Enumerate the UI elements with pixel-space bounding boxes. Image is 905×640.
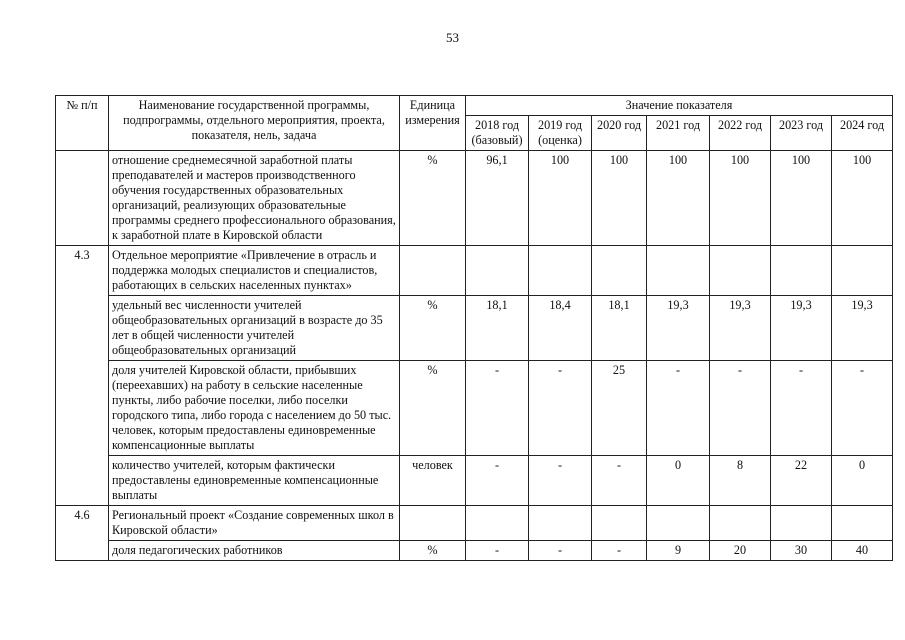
row-value: 30 — [771, 541, 832, 561]
header-year: 2023 год — [771, 116, 832, 151]
row-value: - — [647, 361, 710, 456]
row-name: количество учителей, которым фактически предоставлены единовременные компенсационные выплаты — [109, 456, 400, 506]
row-value: 25 — [592, 361, 647, 456]
row-value: 0 — [647, 456, 710, 506]
row-value: - — [592, 456, 647, 506]
row-value: 22 — [771, 456, 832, 506]
row-value: 100 — [771, 151, 832, 246]
row-value: - — [466, 361, 529, 456]
row-value: 19,3 — [647, 296, 710, 361]
row-name: Региональный проект «Создание современных школ в Кировской области» — [109, 506, 400, 541]
row-unit: % — [400, 541, 466, 561]
row-value: 0 — [832, 456, 893, 506]
header-values-group: Значение показателя — [466, 96, 893, 116]
row-value: 19,3 — [771, 296, 832, 361]
table-row — [56, 296, 893, 361]
row-value — [466, 506, 529, 541]
header-name: Наименование государственной программы, подпрограммы, отдельного мероприятия, проекта, показателя, нель, задача — [109, 96, 400, 151]
table-row — [56, 541, 893, 561]
row-value — [647, 246, 710, 296]
table-row — [56, 151, 893, 246]
row-num: 4.6 — [56, 506, 109, 561]
row-value: 18,4 — [529, 296, 592, 361]
table-row — [56, 506, 893, 541]
row-value: - — [832, 361, 893, 456]
row-value: 20 — [710, 541, 771, 561]
row-value: 18,1 — [592, 296, 647, 361]
row-value — [771, 506, 832, 541]
row-unit: % — [400, 361, 466, 456]
row-value: 100 — [592, 151, 647, 246]
row-value — [529, 506, 592, 541]
row-unit: % — [400, 296, 466, 361]
header-year: 2022 год — [710, 116, 771, 151]
row-value — [771, 246, 832, 296]
header-unit: Единица измерения — [400, 96, 466, 151]
row-unit: человек — [400, 456, 466, 506]
row-value — [466, 246, 529, 296]
row-value: - — [529, 456, 592, 506]
header-year: 2024 год — [832, 116, 893, 151]
row-value — [647, 506, 710, 541]
header-year: 2021 год — [647, 116, 710, 151]
row-value: - — [592, 541, 647, 561]
row-num — [56, 151, 109, 246]
header-year: 2018 год (базовый) — [466, 116, 529, 151]
row-value: 96,1 — [466, 151, 529, 246]
row-num: 4.3 — [56, 246, 109, 506]
table-row — [56, 456, 893, 506]
header-year: 2019 год (оценка) — [529, 116, 592, 151]
row-value — [832, 246, 893, 296]
row-value: - — [466, 456, 529, 506]
row-value: - — [710, 361, 771, 456]
row-value — [710, 506, 771, 541]
row-name: удельный вес численности учителей общеобразовательных организаций в возрасте до 35 лет в общей численности учителей общеобразовательных организаций — [109, 296, 400, 361]
row-name: доля педагогических работников — [109, 541, 400, 561]
row-value: - — [771, 361, 832, 456]
row-value: 8 — [710, 456, 771, 506]
indicators-table — [55, 95, 893, 561]
row-value: 9 — [647, 541, 710, 561]
row-value: 100 — [647, 151, 710, 246]
row-unit: % — [400, 151, 466, 246]
row-unit — [400, 246, 466, 296]
row-value: 100 — [529, 151, 592, 246]
page-number: 53 — [446, 30, 459, 45]
row-value: 40 — [832, 541, 893, 561]
row-value — [592, 246, 647, 296]
row-name: доля учителей Кировской области, прибывших (переехавших) на работу в сельские населенные пункты, либо рабочие поселки, либо поселки городского типа, либо города с населением до 50 тыс. человек, которым предоставлены единовременные компенсационные выплаты — [109, 361, 400, 456]
row-name: отношение среднемесячной заработной платы преподавателей и мастеров производственного обучения государственных образовательных организаций, реализующих образовательные программы среднего профессионального образования, к заработной плате в Кировской области — [109, 151, 400, 246]
row-unit — [400, 506, 466, 541]
row-value — [592, 506, 647, 541]
header-year: 2020 год — [592, 116, 647, 151]
header-num: № п/п — [56, 96, 109, 151]
row-value — [832, 506, 893, 541]
row-value: 100 — [832, 151, 893, 246]
row-value: 18,1 — [466, 296, 529, 361]
row-value — [529, 246, 592, 296]
row-value: - — [529, 361, 592, 456]
row-name: Отдельное мероприятие «Привлечение в отрасль и поддержка молодых специалистов и специалистов, работающих в сельских населенных пунктах» — [109, 246, 400, 296]
row-value — [710, 246, 771, 296]
table-row — [56, 246, 893, 296]
row-value: 19,3 — [832, 296, 893, 361]
row-value: - — [529, 541, 592, 561]
table-header-row — [56, 96, 893, 116]
table-row — [56, 361, 893, 456]
row-value: 100 — [710, 151, 771, 246]
row-value: 19,3 — [710, 296, 771, 361]
row-value: - — [466, 541, 529, 561]
